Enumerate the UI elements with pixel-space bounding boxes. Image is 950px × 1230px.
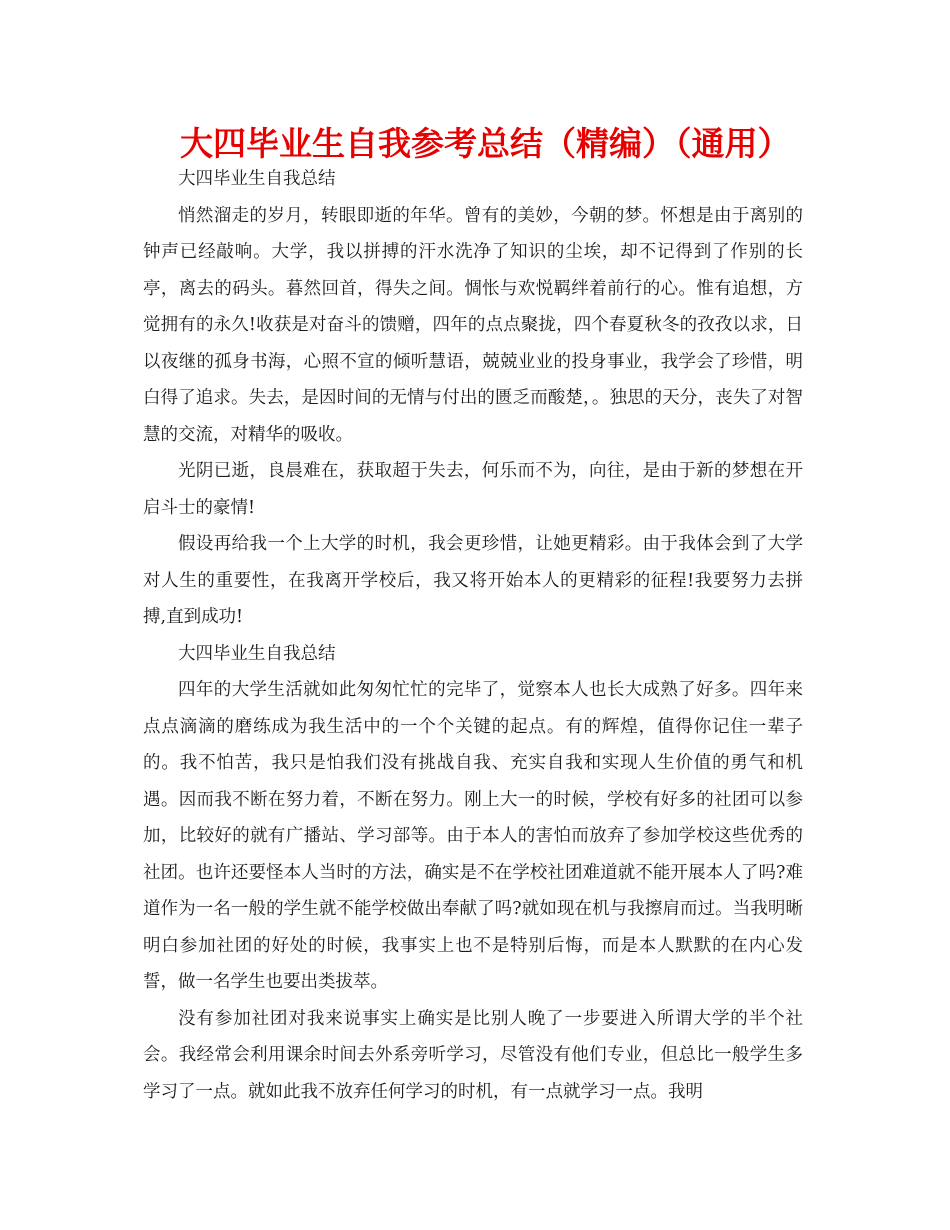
document-title: 大四毕业生自我参考总结（精编）（通用） [180,124,791,163]
paragraph: 四年的大学生活就如此匆匆忙忙的完毕了，觉察本人也长大成熟了好多。四年来点点滴滴的磨练成为我生活中的一个个关键的起点。有的辉煌，值得你记住一辈子的。我不怕苦，我只是怕我们没有挑战自我、充实自我和实现人生价值的勇气和机遇。因而我不断在努力着，不断在努力。刚上大一的时候，学校有好多的社团可以参加，比较好的就有广播站、学习部等。由于本人的害怕而放弃了参加学校这些优秀的社团。也许还要怪本人当时的方法，确实是不在学校社团难道就不能开展本人了吗?难道作为一名一般的学生就不能学校做出奉献了吗?就如现在机与我擦肩而过。当我明晰明白参加社团的好处的时候，我事实上也不是特别后悔，而是本人默默的在内心发誓，做一名学生也要出类拔萃。 [143,680,803,992]
document-body [143,161,803,1110]
paragraph: 光阴已逝，良晨难在，获取超于失去，何乐而不为，向往，是由于新的梦想在开启斗士的豪情! [143,461,803,518]
paragraph: 没有参加社团对我来说事实上确实是比别人晚了一步要进入所谓大学的半个社会。我经常会利用课余时间去外系旁听学习，尽管没有他们专业，但总比一般学生多学习了一点。就如此我不放弃任何学习的时机，有一点就学习一点。我明 [143,1008,803,1102]
section-heading: 大四毕业生自我总结 [178,643,336,664]
section-heading: 大四毕业生自我总结 [178,169,336,189]
paragraph: 假设再给我一个上大学的时机，我会更珍惜，让她更精彩。由于我体会到了大学对人生的重要性，在我离开学校后，我又将开始本人的更精彩的征程!我要努力去拼搏,直到成功! [143,534,803,627]
paragraph: 悄然溜走的岁月，转眼即逝的年华。曾有的美妙，今朝的梦。怀想是由于离别的钟声已经敲响。大学，我以拼搏的汗水洗净了知识的尘埃，却不记得到了作别的长亭，离去的码头。暮然回首，得失之间。惆怅与欢悦羁绊着前行的心。惟有追想，方觉拥有的永久!收获是对奋斗的馈赠，四年的点点聚拢，四个春夏秋冬的孜孜以求，日以夜继的孤身书海，心照不宣的倾听慧语，兢兢业业的投身事业，我学会了珍惜，明白得了追求。失去，是因时间的无情与付出的匮乏而酸楚，。独思的天分，丧失了对智慧的交流，对精华的吸收。 [143,205,803,445]
